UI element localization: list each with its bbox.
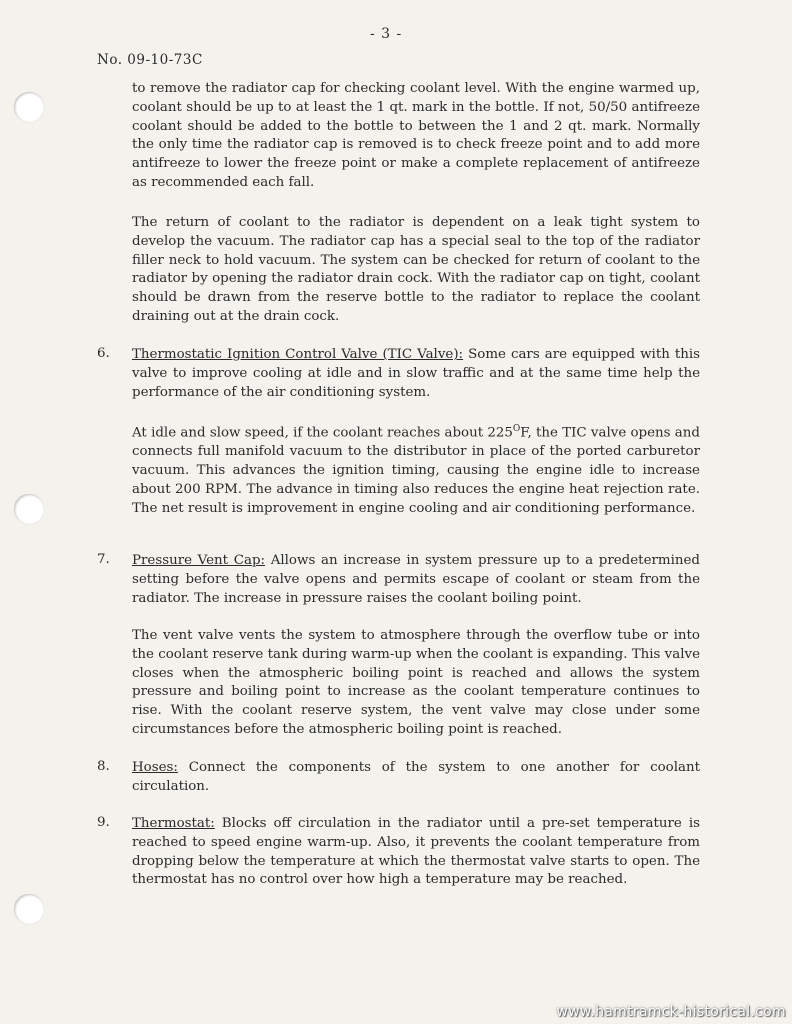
item-text: Some cars are equipped with this valve to improve cooling at idle and in slow traffic and at the same time help the performance of the air conditioning system. [132,347,700,400]
item-number: 9. [97,815,110,830]
item-number: 6. [97,346,110,361]
paragraph: to remove the radiator cap for checking coolant level. With the engine warmed up, coolant should be up to at least the 1 qt. mark in the bottle. If not, 50/50 antifreeze coolant should be added to the bottle to between the 1 and 2 qt. mark. Normally the only time the radiator cap is removed is to check freeze point and to add more antifreeze to lower the freeze point or make a complete replacement of antifreeze as recommended each fall. [132,81,700,190]
item-number: 7. [97,552,110,567]
item-text: Blocks off circulation in the radiator until a pre-set temperature is reached to speed engine warm-up. Also, it prevents the coolant temperature from dropping below the temperature at which the thermostat valve starts to open. The thermostat has no control over how high a temperature may be reached. [132,816,700,888]
item-heading: Thermostat: [132,816,215,831]
document-number: No. 09-10-73C [97,52,203,68]
paragraph: The return of coolant to the radiator is dependent on a leak tight system to develop the vacuum. The radiator cap has a special seal to the top of the radiator filler neck to hold vacuum. The system can be checked for return of coolant to the radiator by opening the radiator drain cock. With the radiator cap on tight, coolant should be drawn from the reserve bottle to the radiator to replace the coolant draining out at the drain cock. [132,215,700,324]
item-heading: Thermostatic Ignition Control Valve (TIC Valve): [132,347,464,362]
item-heading: Hoses: [132,760,178,775]
item-extra-paragraph [132,420,700,518]
binder-hole [14,894,44,924]
item-text: Allows an increase in system pressure up to a predetermined setting before the valve opens and permits escape of coolant or steam from the radiator. The increase in pressure raises the coolant boiling point. [132,553,700,606]
page-number: - 3 - [370,26,403,42]
binder-hole [14,494,44,524]
item-paragraph [132,759,700,797]
item-extra-text: At idle and slow speed, if the coolant reaches about 225 [132,425,513,441]
item-paragraph [132,346,700,402]
item-extra-paragraph: The vent valve vents the system to atmosphere through the overflow tube or into the coolant reserve tank during warm-up when the coolant is expanding. This valve closes when the atmospheric boiling point is reached and allows the system pressure and boiling point to increase as the coolant temperature continues to rise. With the coolant reserve system, the vent valve may close under some circumstances before the atmospheric boiling point is reached. [132,628,700,737]
item-extra-text: F, the TIC valve opens and connects full manifold vacuum to the distributor in place of the ported carburetor vacuum. This advances the ignition timing, causing the engine idle to increase about 200 RPM. The advance in timing also reduces the engine heat rejection rate. The net result is improvement in engine cooling and air conditioning performance. [132,425,700,516]
item-paragraph [132,552,700,608]
website-watermark: www.hamtramck-historical.com [556,1004,786,1020]
binder-hole [14,92,44,122]
item-text: Connect the components of the system to one another for coolant circulation. [132,760,700,794]
item-number: 8. [97,759,110,774]
item-paragraph [132,815,700,890]
degree-superscript: O [512,424,521,434]
item-heading: Pressure Vent Cap: [132,553,266,568]
